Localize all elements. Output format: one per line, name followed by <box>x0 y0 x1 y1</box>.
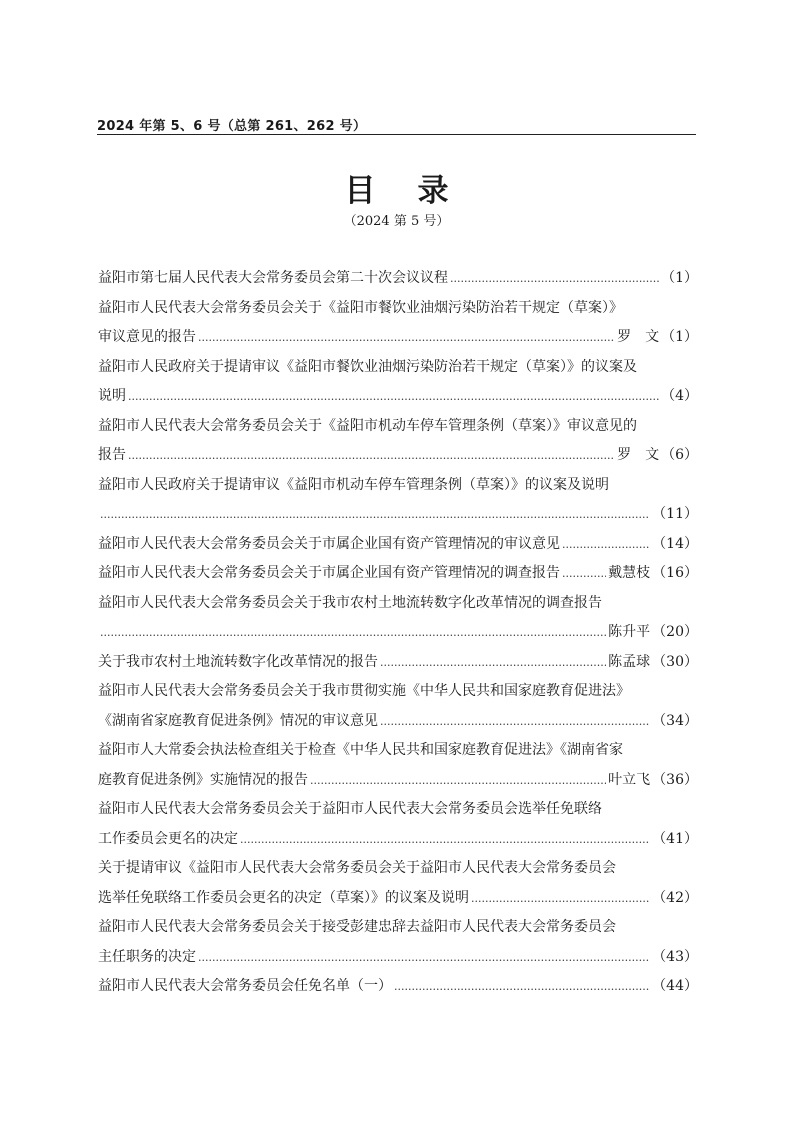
toc-entry-title-line: 益阳市人大常委会执法检查组关于检查《中华人民共和国家庭教育促进法》《湖南省家 <box>98 742 623 758</box>
toc-entry[interactable] <box>98 854 698 913</box>
toc-entry-title-line: 选举任免联络工作委员会更名的决定（草案）》的议案及说明 <box>98 889 469 906</box>
toc-entry-title-line: 关于提请审议《益阳市人民代表大会常务委员会关于益阳市人民代表大会常务委员会 <box>98 860 616 876</box>
toc-entry-title-line: 益阳市人民政府关于提请审议《益阳市餐饮业油烟污染防治若干规定（草案）》的议案及 <box>98 358 637 375</box>
dot-leader <box>310 766 606 796</box>
toc-entry-page: （1） <box>661 270 698 286</box>
toc-entry-page: （20） <box>652 624 698 640</box>
table-of-contents <box>98 264 698 1002</box>
toc-entry[interactable] <box>98 294 698 353</box>
toc-entry[interactable] <box>98 972 698 1002</box>
toc-entry-title-line: 益阳市人民代表大会常务委员会关于接受彭建忠辞去益阳市人民代表大会常务委员会 <box>98 919 616 935</box>
toc-entry-title-line: 工作委员会更名的决定 <box>98 830 238 847</box>
toc-subtitle: （2024 第 5 号） <box>343 214 450 229</box>
dot-leader <box>100 500 650 530</box>
toc-entry-title-line: 关于我市农村土地流转数字化改革情况的报告 <box>98 653 378 670</box>
toc-entry[interactable] <box>98 648 698 678</box>
toc-entry-page: （42） <box>652 889 698 906</box>
toc-entry-title-line: 主任职务的决定 <box>98 948 196 965</box>
dot-leader <box>128 441 615 471</box>
toc-title-char-1: 目 <box>344 173 376 209</box>
toc-entry[interactable] <box>98 677 698 736</box>
dot-leader <box>128 382 659 412</box>
toc-entry-title-line: 益阳市人民政府关于提请审议《益阳市机动车停车管理条例（草案）》的议案及说明 <box>98 476 609 493</box>
toc-entry[interactable] <box>98 471 698 530</box>
toc-entry-page: （4） <box>661 388 698 404</box>
toc-entry[interactable] <box>98 913 698 972</box>
toc-title <box>0 165 793 210</box>
toc-entry-author: 陈孟球 <box>608 653 651 670</box>
toc-entry-title-line: 益阳市第七届人民代表大会常务委员会第二十次会议议程 <box>98 270 448 286</box>
toc-entry-page: （6） <box>661 447 698 463</box>
toc-entry-title-line: 益阳市人民代表大会常务委员会关于《益阳市餐饮业油烟污染防治若干规定（草案）》 <box>98 299 623 316</box>
toc-entry-author: 罗 文 <box>617 447 660 463</box>
toc-entry-title-line: 益阳市人民代表大会常务委员会关于市属企业国有资产管理情况的调查报告 <box>98 565 560 581</box>
dot-leader <box>471 884 650 914</box>
toc-entry[interactable] <box>98 736 698 795</box>
toc-entry[interactable] <box>98 353 698 412</box>
toc-entry-title-line: 益阳市人民代表大会常务委员会关于益阳市人民代表大会常务委员会选举任免联络 <box>98 801 602 817</box>
dot-leader <box>380 707 650 737</box>
toc-entry-page: （1） <box>661 329 698 345</box>
toc-entry-page: （36） <box>652 771 698 788</box>
toc-entry[interactable] <box>98 264 698 294</box>
dot-leader <box>380 648 606 678</box>
toc-entry-author: 叶立飞 <box>608 771 651 788</box>
toc-entry-page: （41） <box>652 830 698 847</box>
toc-entry[interactable] <box>98 530 698 560</box>
toc-entry-title-line: 审议意见的报告 <box>98 329 196 345</box>
toc-entry[interactable] <box>98 559 698 589</box>
toc-entry-author: 陈升平 <box>608 624 651 640</box>
toc-entry-page: （30） <box>652 653 698 670</box>
dot-leader <box>562 559 606 589</box>
dot-leader <box>562 530 650 560</box>
toc-entry[interactable] <box>98 589 698 648</box>
toc-entry-title-line: 说明 <box>98 388 126 404</box>
toc-entry[interactable] <box>98 412 698 471</box>
toc-entry-title-line: 益阳市人民代表大会常务委员会关于《益阳市机动车停车管理条例（草案）》审议意见的 <box>98 417 637 434</box>
toc-entry-title-line: 益阳市人民代表大会常务委员会关于我市贯彻实施《中华人民共和国家庭教育促进法》 <box>98 683 630 699</box>
dot-leader <box>100 618 606 648</box>
toc-entry-title-line: 《湖南省家庭教育促进条例》情况的审议意见 <box>98 712 378 729</box>
toc-entry[interactable] <box>98 795 698 854</box>
toc-entry-page: （44） <box>652 978 698 994</box>
header-rule <box>97 134 696 135</box>
toc-title-char-2: 录 <box>417 173 449 209</box>
toc-entry-title-line: 报告 <box>98 447 126 463</box>
toc-entry-page: （11） <box>652 506 698 522</box>
toc-entry-title-line: 益阳市人民代表大会常务委员会关于我市农村土地流转数字化改革情况的调查报告 <box>98 594 602 611</box>
dot-leader <box>450 264 659 294</box>
dot-leader <box>198 943 650 973</box>
toc-entry-author: 戴慧枝 <box>608 565 651 581</box>
toc-entry-title-line: 益阳市人民代表大会常务委员会任免名单（一） <box>98 978 392 994</box>
dot-leader <box>394 972 650 1002</box>
toc-entry-title-line: 益阳市人民代表大会常务委员会关于市属企业国有资产管理情况的审议意见 <box>98 535 560 552</box>
toc-entry-page: （16） <box>652 565 698 581</box>
dot-leader <box>198 323 615 353</box>
issue-number: 2024 年第 5、6 号（总第 261、262 号） <box>97 119 367 134</box>
dot-leader <box>240 825 650 855</box>
toc-entry-page: （34） <box>652 712 698 729</box>
toc-entry-author: 罗 文 <box>617 329 660 345</box>
toc-entry-page: （14） <box>652 535 698 552</box>
toc-entry-title-line: 庭教育促进条例》实施情况的报告 <box>98 771 308 788</box>
toc-entry-page: （43） <box>652 948 698 965</box>
